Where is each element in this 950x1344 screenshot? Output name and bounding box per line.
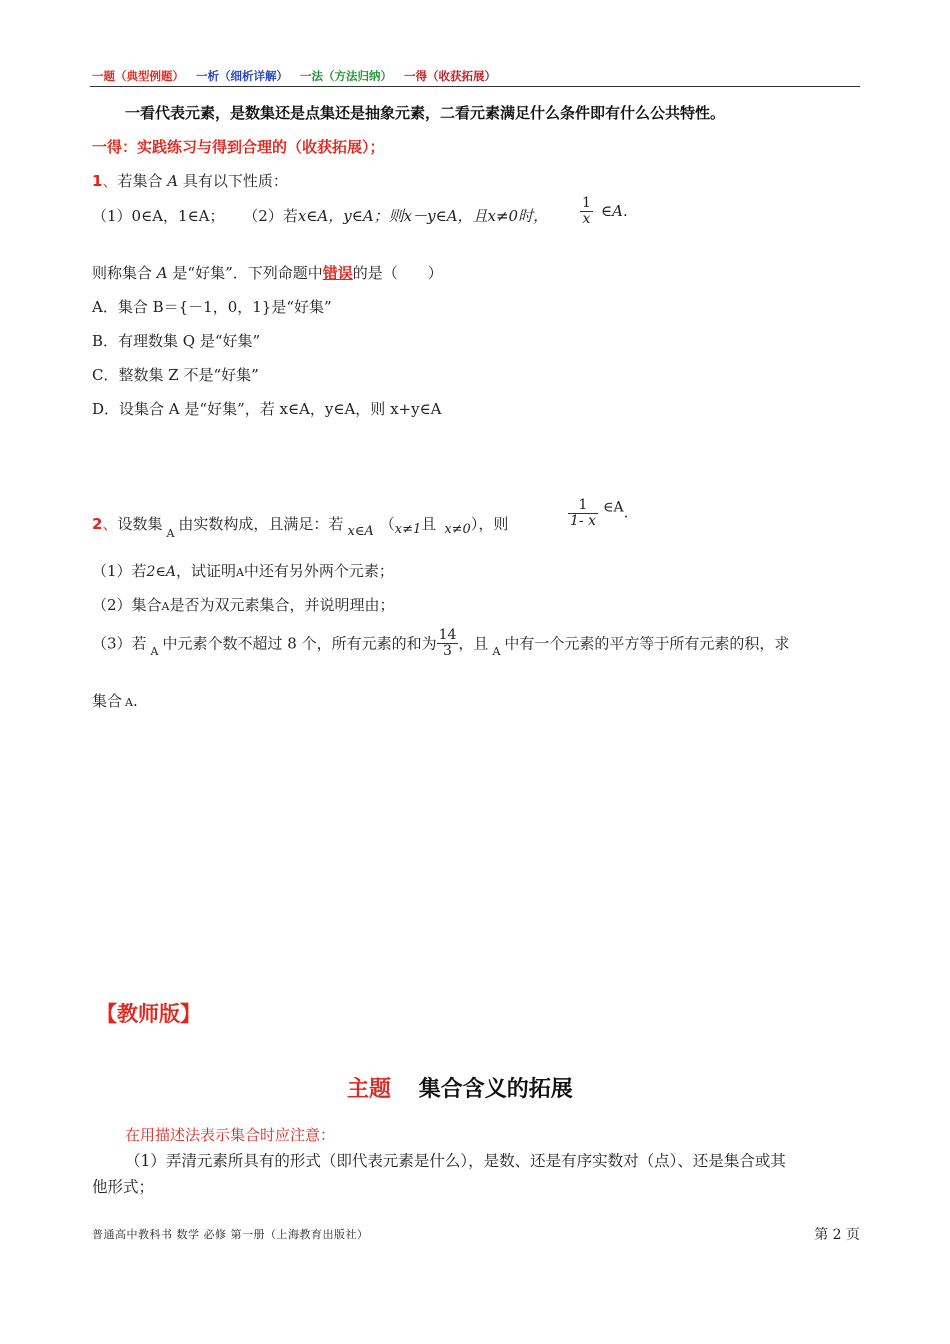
q2-sub3-e: 集合 xyxy=(92,692,123,710)
header-tab-method: 一法（方法归纳） xyxy=(300,69,393,83)
topic-title xyxy=(347,1072,573,1103)
q2-cond-in: x∈A xyxy=(347,524,374,539)
option-letter: D． xyxy=(92,400,120,418)
teacher-label: 【教师版】 xyxy=(96,1002,201,1026)
q1-question-c: 的是（ ） xyxy=(352,264,443,282)
q2-sub1-d: 中还有另外两个元素； xyxy=(243,562,394,580)
q2-sub3-den: 3 xyxy=(437,643,459,659)
option-letter: B． xyxy=(92,332,119,350)
q2-sub2 xyxy=(92,594,395,615)
q1-cond2-a: （2）若 xyxy=(243,207,298,225)
q1-stem-text: 若集合 xyxy=(117,172,163,190)
q1-fraction xyxy=(580,196,628,226)
q2-paren-close: ） xyxy=(470,515,479,533)
q2-stem-a: 设数集 xyxy=(117,515,163,533)
header-rule xyxy=(90,86,860,87)
header-tab-example: 一题（典型例题） xyxy=(92,69,184,83)
tip-line: 一看代表元素，是数集还是点集还是抽象元素，二看元素满足什么条件即有什么公共特性。 xyxy=(125,104,726,122)
q1-cond1: （1）0∈A，1∈A； xyxy=(92,207,225,225)
q2-sub3-b: 中元素个数不超过 8 个，所有元素的和为 xyxy=(162,634,437,653)
q1-option-c xyxy=(92,364,259,385)
q2-sub3-c: ，且 xyxy=(458,634,489,653)
q2-sub3-a: （3）若 xyxy=(92,634,147,653)
note-paragraph-1b: 他形式； xyxy=(92,1178,155,1196)
footer-source: 普通高中教科书 数学 必修 第一册（上海教育出版社） xyxy=(92,1228,369,1241)
q1-option-d xyxy=(92,398,442,419)
q2-sub3 xyxy=(92,628,789,658)
q2-sub3-num: 14 xyxy=(438,627,457,643)
q1-conditions xyxy=(92,205,548,226)
option-letter: A． xyxy=(92,298,118,316)
q1-cond2-c: x－y∈A，且 xyxy=(403,207,488,225)
q2-stem xyxy=(92,513,509,540)
note-paragraph-1a: （1）弄清元素所具有的形式（即代表元素是什么），是数、还是有序实数对（点）、还是集合或其 xyxy=(125,1152,786,1170)
q1-option-b xyxy=(92,330,260,351)
q2-sub2-var: A xyxy=(161,600,170,613)
q2-sub1-a: （1）若 xyxy=(92,562,147,580)
q1-frac-den: x xyxy=(580,211,593,227)
q1-question-var: A xyxy=(156,264,168,282)
q2-sub2-a: （2）集合 xyxy=(92,596,162,614)
q2-sub1-c: ，试证明 xyxy=(175,562,236,580)
option-letter: C． xyxy=(92,366,119,384)
q2-sub1-b: 2∈A xyxy=(146,564,176,580)
q1-stem xyxy=(92,170,288,191)
q2-sep: 、 xyxy=(102,515,118,533)
header-tab-analysis: 一析（细析详解） xyxy=(196,69,289,83)
q2-frac-den: 1- x xyxy=(570,512,596,529)
header-tab-gain: 一得（收获拓展） xyxy=(404,69,497,83)
topic-title-text: 集合含义的拓展 xyxy=(418,1077,573,1102)
q1-question-key: 错误 xyxy=(322,264,353,282)
q2-sub3-var: A xyxy=(150,644,159,658)
q2-frac-num: 1 xyxy=(578,497,588,513)
q1-number: 1 xyxy=(92,172,103,190)
q1-question-b: 是“好集”．下列命题中 xyxy=(172,264,323,282)
option-text: 整数集 Z 不是“好集” xyxy=(118,366,259,384)
q1-question xyxy=(92,262,443,283)
q2-stem-b: 由实数构成，且满足：若 xyxy=(178,515,344,533)
q2-frac-tail: ∈A xyxy=(603,499,624,516)
q1-sep: 、 xyxy=(102,172,118,190)
q2-sub1 xyxy=(92,560,394,581)
q2-stem-var: A xyxy=(166,527,175,540)
q2-sub3-var2: A xyxy=(492,644,501,658)
note-title: 在用描述法表示集合时应注意： xyxy=(125,1126,336,1144)
option-text: 有理数集 Q 是“好集” xyxy=(118,332,261,350)
topic-prefix: 主题 xyxy=(347,1077,392,1102)
q1-cond2-d: x≠0时， xyxy=(487,207,549,225)
q1-cond2-b: x∈A，y∈A；则 xyxy=(297,207,404,225)
q1-frac-num: 1 xyxy=(582,195,591,211)
q1-stem-var: A xyxy=(167,172,179,190)
q2-number: 2 xyxy=(92,515,103,533)
footer-page-number: 第 2 页 xyxy=(814,1227,860,1243)
q1-question-a: 则称集合 xyxy=(92,264,153,282)
q2-sub2-b: 是否为双元素集合，并说明理由； xyxy=(169,596,395,614)
q2-cond-x0: x≠0 xyxy=(444,522,471,537)
header-nav xyxy=(92,68,504,84)
option-text: 设集合 A 是“好集”，若 x∈A，y∈A，则 x+y∈A xyxy=(119,400,442,418)
option-text: 集合 B＝{－1，0，1}是“好集” xyxy=(117,298,332,316)
q2-sub3-var3: A xyxy=(125,696,133,709)
q2-then: ，则 xyxy=(478,515,509,533)
q2-paren-open: （ xyxy=(379,515,395,533)
q1-frac-tail: ∈A. xyxy=(601,202,628,221)
q1-option-a xyxy=(92,296,332,317)
q2-cond-and: 且 xyxy=(421,515,437,533)
q2-sub3-fraction xyxy=(437,628,459,658)
q2-period: . xyxy=(623,503,629,522)
q2-sub1-var: A xyxy=(235,566,244,579)
q2-sub3-d: 中有一个元素的平方等于所有元素的积，求 xyxy=(504,634,790,653)
q1-stem-end: 具有以下性质： xyxy=(182,172,288,190)
section-title: 一得：实践练习与得到合理的（收获拓展）； xyxy=(92,138,385,156)
q2-fraction xyxy=(568,498,628,528)
q2-sub3-end xyxy=(92,690,138,711)
q2-sub3-period: . xyxy=(132,692,138,710)
q2-cond-x1: x≠1 xyxy=(394,522,422,537)
